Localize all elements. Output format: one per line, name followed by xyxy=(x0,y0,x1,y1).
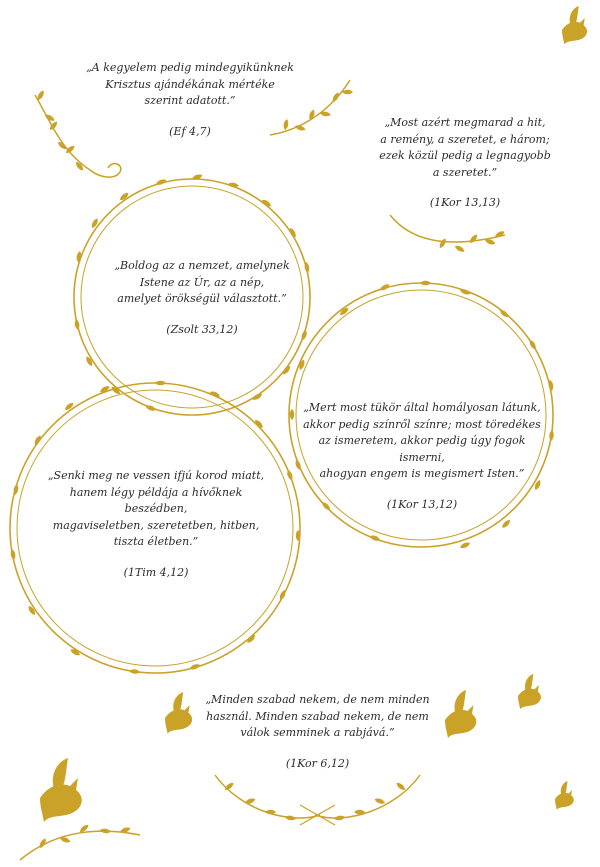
quote-tim-line: hanem légy példája a hívőknek beszédben, xyxy=(69,485,243,515)
bird-icon-top-right xyxy=(562,6,587,44)
bird-icon-bottom-center-right xyxy=(445,690,476,738)
quote-kor13-line: a remény, a szeretet, e három; xyxy=(380,132,550,146)
quote-zsolt-ref: (Zsolt 33,12) xyxy=(166,322,238,336)
bird-icon-corner xyxy=(555,781,574,810)
quote-kor13-line: a szeretet.” xyxy=(432,165,498,179)
branch-right xyxy=(390,215,506,253)
quote-zsolt-line: amelyet örökségül választott.” xyxy=(117,292,287,305)
quote-zsolt-line: „Boldog az a nemzet, amelynek xyxy=(114,259,290,272)
bird-icon-bottom-left-large xyxy=(40,758,82,822)
quote-ef-line: szerint adatott.” xyxy=(144,94,236,107)
quote-kor13-12-ref: (1Kor 13,12) xyxy=(386,497,458,511)
bird-icon-bottom-right xyxy=(518,674,541,709)
quote-tim xyxy=(42,468,270,581)
quote-tim-line: tiszta életben.” xyxy=(113,535,199,548)
quote-ef-ref: (Ef 4,7) xyxy=(169,124,211,138)
quote-tim-line: „Senki meg ne vessen ifjú korod miatt, xyxy=(47,469,265,482)
quote-kor13-line: „Most azért megmarad a hit, xyxy=(384,116,546,129)
quote-tim-ref: (1Tim 4,12) xyxy=(123,565,189,579)
laurel-bottom xyxy=(215,775,420,825)
quote-kor13-12 xyxy=(296,400,548,513)
quote-kor6 xyxy=(200,692,435,772)
quote-kor13-ref: (1Kor 13,13) xyxy=(429,196,501,209)
quote-kor6-ref: (1Kor 6,12) xyxy=(285,756,350,770)
bird-icon-bottom-center-left xyxy=(165,692,192,734)
quote-zsolt-line: Istene az Úr, az a nép, xyxy=(139,275,265,289)
quote-ef xyxy=(80,60,300,140)
quote-kor13-12-line: az ismeretem, akkor pedig úgy fogok ismerni, xyxy=(318,434,526,464)
quote-kor13 xyxy=(360,115,570,212)
quote-kor13-line: ezek közül pedig a legnagyobb xyxy=(379,149,551,162)
quote-kor6-line: válok semminek a rabjává.” xyxy=(240,726,395,739)
branch-bottom-left xyxy=(20,823,140,860)
quote-ef-line: „A kegyelem pedig mindegyikünknek xyxy=(86,61,294,74)
quote-tim-line: magaviseletben, szeretetben, hitben, xyxy=(52,518,260,532)
quote-zsolt xyxy=(97,258,307,338)
quote-kor13-12-line: akkor pedig színről színre; most töredékes xyxy=(303,417,541,431)
quote-kor13-12-line: ahogyan engem is megismert Isten.” xyxy=(319,467,525,480)
quote-kor6-line: használ. Minden szabad nekem, de nem xyxy=(206,709,429,723)
quote-ef-line: Krisztus ajándékának mértéke xyxy=(105,77,275,91)
quote-kor6-line: „Minden szabad nekem, de nem minden xyxy=(205,693,430,706)
quote-kor13-12-line: „Mert most tükör által homályosan látunk, xyxy=(303,401,541,414)
